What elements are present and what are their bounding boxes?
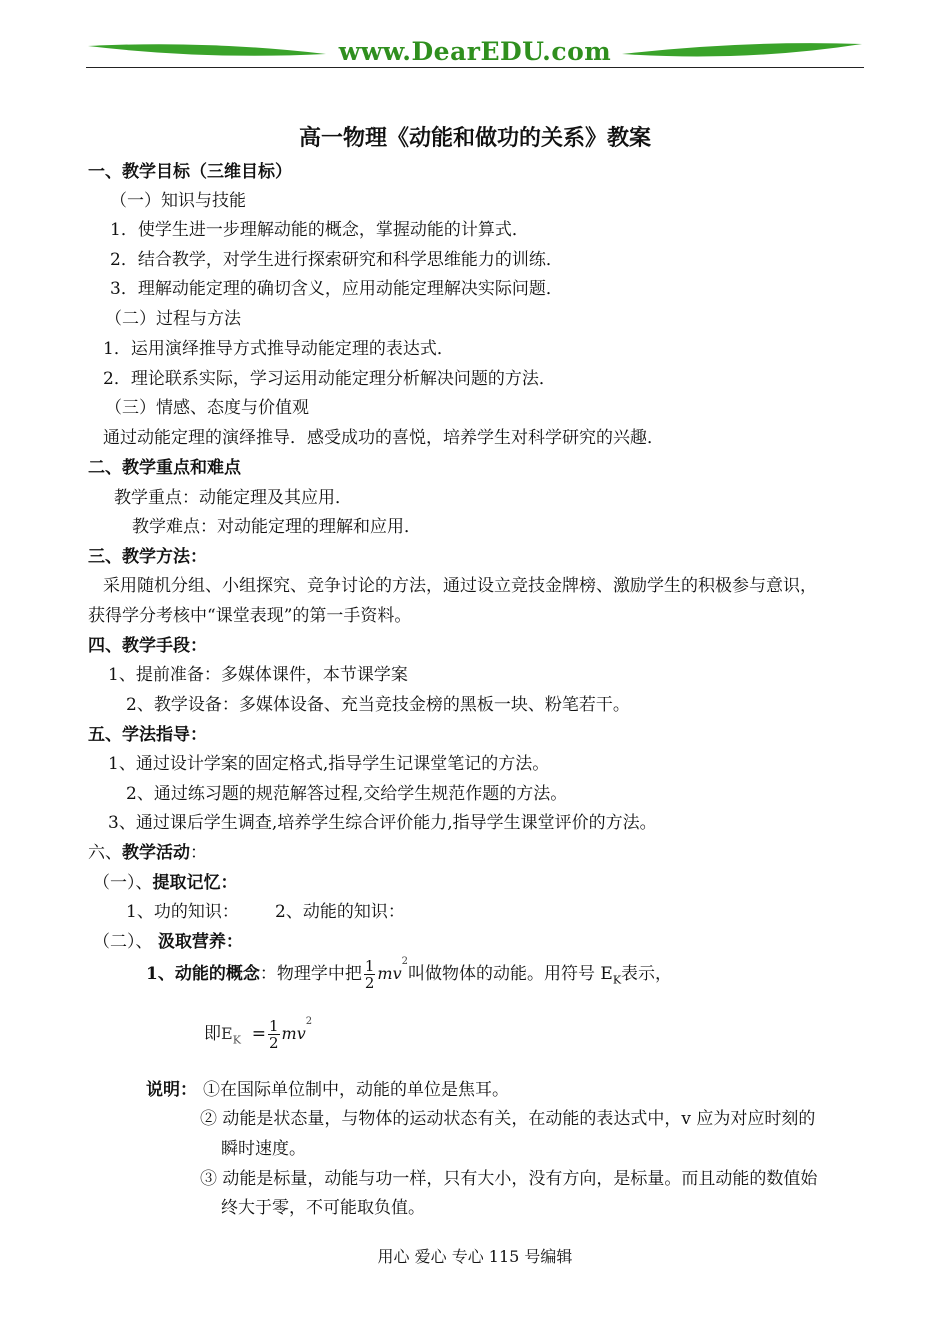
guide-item-1: 1、通过设计学案的固定格式,指导学生记课堂笔记的方法。 [108, 754, 550, 774]
method-line-2: 获得学分考核中“课堂表现”的第一手资料。 [88, 606, 412, 626]
notes-label: 说明： [146, 1080, 197, 1100]
concept-text-2: 叫做物体的动能。用符号 E [407, 964, 613, 984]
guide-item-2: 2、通过练习题的规范解答过程,交给学生规范作题的方法。 [126, 784, 568, 804]
section-6b-prefix: （二）、 [93, 932, 153, 952]
section-6-heading [88, 838, 207, 863]
key-point: 教学重点：动能定理及其应用． [114, 488, 352, 508]
page-title: 高一物理《动能和做功的关系》教案 [298, 125, 651, 151]
guide-item-3: 3、通过课后学生调查,培养学生综合评价能力,指导学生课堂评价的方法。 [108, 813, 657, 833]
fraction-numerator: 1 [364, 957, 375, 975]
section-6a-prefix: （一）、 [93, 873, 153, 893]
section-1a-item-1: 1．使学生进一步理解动能的概念，掌握动能的计算式． [110, 220, 529, 240]
section-1a-item-3: 3．理解动能定理的确切含义，应用动能定理解决实际问题． [110, 279, 563, 299]
kinetic-energy-concept [146, 958, 672, 991]
section-6a-heading [93, 868, 238, 893]
formula-e: E [221, 1024, 233, 1043]
section-6b-heading [93, 927, 243, 952]
formula-fraction [268, 1018, 280, 1051]
section-1b-heading: （二）过程与方法 [105, 309, 241, 329]
header-divider [86, 67, 864, 68]
section-1a-heading: （一）知识与技能 [110, 191, 246, 211]
page-footer: 用心 爱心 专心 115 号编辑 [377, 1247, 573, 1266]
concept-fraction [364, 958, 376, 991]
formula-mv: mv [281, 1024, 306, 1043]
recall-item-2: 2、动能的知识： [275, 902, 405, 922]
recall-item-1: 1、功的知识： [126, 902, 239, 922]
concept-mv: mv [377, 964, 402, 983]
method-line-1: 采用随机分组、小组探究、竞争讨论的方法，通过设立竞技金牌榜、激励学生的积极参与意识， [103, 576, 817, 596]
section-3-heading: 三、教学方法： [88, 547, 207, 567]
site-name[interactable]: www.DearEDU.com [338, 37, 612, 66]
kinetic-energy-formula [204, 1018, 312, 1051]
concept-text-1: ：物理学中把 [259, 964, 362, 984]
concept-subscript: K [612, 973, 622, 987]
formula-numerator: 1 [268, 1017, 279, 1035]
section-1c-item-1: 通过动能定理的演绎推导．感受成功的喜悦，培养学生对科学研究的兴趣． [103, 428, 664, 448]
section-1c-heading: （三）情感、态度与价值观 [105, 398, 309, 418]
section-1b-item-1: 1．运用演绎推导方式推导动能定理的表达式． [103, 339, 454, 359]
formula-prefix: 即 [204, 1024, 221, 1044]
formula-subscript: K [232, 1033, 241, 1047]
means-item-1: 1、提前准备：多媒体课件，本节课学案 [108, 665, 408, 685]
formula-equals: = [251, 1024, 266, 1044]
section-2-heading: 二、教学重点和难点 [88, 458, 241, 478]
concept-label: 1、动能的概念 [146, 964, 260, 984]
concept-square: 2 [401, 956, 408, 967]
note-2-line-2: 瞬时速度。 [221, 1139, 306, 1159]
section-6b-title: 汲取营养： [157, 932, 243, 952]
note-3-line-2: 终大于零，不可能取负值。 [221, 1198, 425, 1218]
section-6-suffix: ： [190, 843, 207, 863]
formula-square: 2 [305, 1016, 313, 1027]
means-item-2: 2、教学设备：多媒体设备、充当竞技金榜的黑板一块、粉笔若干。 [126, 695, 630, 715]
formula-denominator: 2 [268, 1034, 279, 1052]
note-2-line-1: ② 动能是状态量，与物体的运动状态有关，在动能的表达式中，v 应为对应时刻的 [200, 1109, 816, 1129]
concept-text-3: 表示， [621, 964, 673, 984]
section-6-title: 教学活动 [122, 843, 190, 863]
section-6a-title: 提取记忆： [152, 873, 238, 893]
section-4-heading: 四、教学手段： [88, 636, 207, 656]
section-1b-item-2: 2．理论联系实际，学习运用动能定理分析解决问题的方法． [103, 369, 556, 389]
section-1-heading: 一、教学目标（三维目标） [88, 162, 292, 182]
section-5-heading: 五、学法指导： [88, 725, 207, 745]
note-1: ①在国际单位制中，动能的单位是焦耳。 [203, 1080, 509, 1100]
difficult-point: 教学难点：对动能定理的理解和应用． [132, 517, 421, 537]
section-6-prefix: 六、 [88, 843, 122, 863]
section-1a-item-2: 2．结合教学，对学生进行探索研究和科学思维能力的训练． [110, 250, 563, 270]
note-3-line-1: ③ 动能是标量，动能与功一样，只有大小，没有方向，是标量。而且动能的数值始 [200, 1169, 818, 1189]
fraction-denominator: 2 [364, 974, 375, 992]
